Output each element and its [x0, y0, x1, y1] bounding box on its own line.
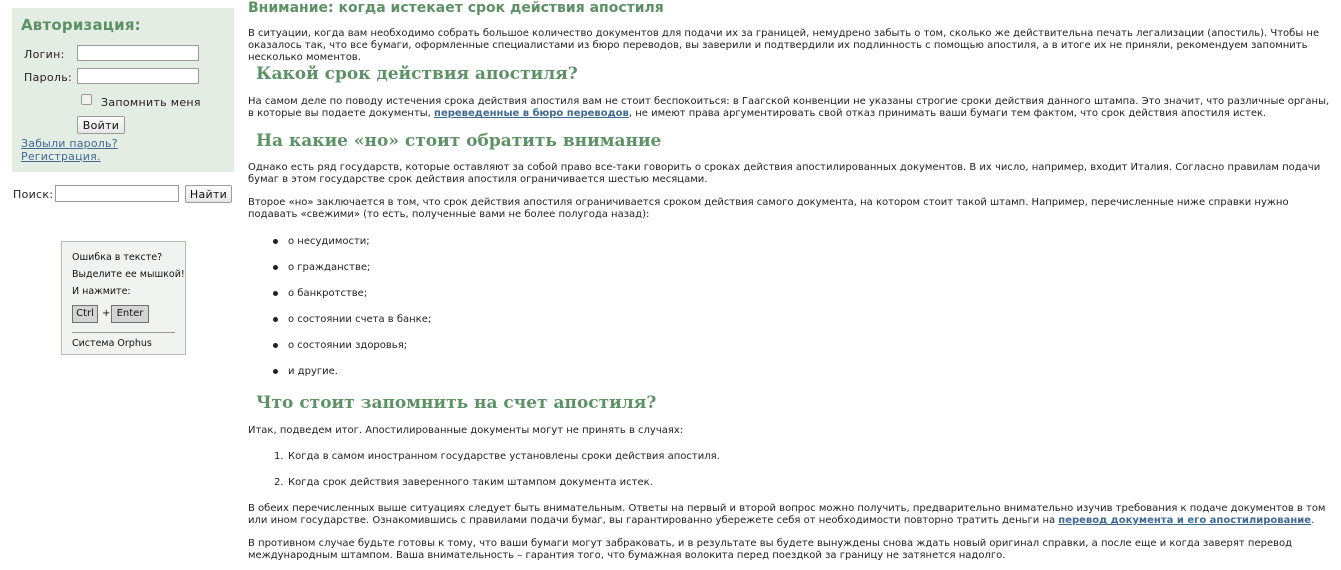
bullet-icon [273, 369, 278, 374]
login-panel [12, 8, 234, 172]
attention-paragraph-text-end: . [1311, 515, 1315, 526]
section-heading-term: Какой срок действия апостиля? [256, 64, 578, 84]
section-heading-caveats: На какие «но» стоит обратить внимание [256, 131, 662, 151]
bullet-icon [273, 239, 278, 244]
orphus-widget[interactable] [61, 241, 186, 355]
section-heading-summary: Что стоит запомнить на счет апостиля? [256, 393, 657, 413]
attention-paragraph [248, 503, 1334, 527]
login-button[interactable]: Войти [77, 116, 125, 134]
term-paragraph [248, 96, 1334, 120]
list-number: 2. [274, 477, 284, 488]
term-paragraph-text: На самом деле по поводу истечения срока действия апостиля вам не стоит беспокоиться: в Гаагской конвенции не указаны строгие сроки действия данного штампа. Это значит, что различные органы, в которые вы подаете документы, [248, 96, 1330, 119]
list-item-text: Когда срок действия заверенного таким штампом документа истек. [288, 477, 653, 488]
list-item-text: о гражданстве; [288, 262, 371, 273]
remember-me-checkbox[interactable] [81, 94, 92, 105]
translation-bureau-link[interactable]: переведенные в бюро переводов [434, 108, 629, 119]
ctrl-key: Ctrl [72, 305, 98, 323]
search-input[interactable] [55, 185, 179, 202]
intro-paragraph: В ситуации, когда вам необходимо собрать большое количество документов для подачи их за границей, немудрено забыть о том, сколько же действительна печать легализации (апостиль). Чтобы не оказалось так, что все бумаги, оформленные специалистами из бюро переводов, вы заверили и подтвердили их подлинность с помощью апостиля, а в итоге их не приняли, рекомендуем запомнить несколько моментов. [248, 28, 1320, 63]
list-item-text: о состоянии счета в банке; [288, 314, 432, 325]
list-number: 1. [274, 451, 284, 462]
summary-paragraph: Итак, подведем итог. Апостилированные документы могут не принять в случаях: [248, 425, 684, 436]
bullet-icon [273, 317, 278, 322]
list-item-text: Когда в самом иностранном государстве установлены сроки действия апостиля. [288, 451, 720, 462]
forgot-password-link[interactable]: Забыли пароль? [21, 137, 118, 150]
password-label: Пароль: [24, 71, 73, 84]
list-item-text: и другие. [288, 366, 338, 377]
orphus-line-3: И нажмите: [72, 286, 131, 297]
translation-apostille-link[interactable]: перевод документа и его апостилирование [1058, 515, 1312, 526]
orphus-footer: Система Orphus [72, 338, 152, 349]
register-link[interactable]: Регистрация. [21, 150, 101, 163]
remember-me-label[interactable]: Запомнить меня [101, 96, 201, 109]
list-item-text: о банкротстве; [288, 288, 368, 299]
login-panel-title: Авторизация: [21, 16, 141, 34]
plus-sign: + [102, 308, 111, 319]
login-label: Логин: [24, 48, 65, 61]
bullet-icon [273, 343, 278, 348]
orphus-divider [72, 332, 175, 333]
search-label: Поиск: [13, 188, 54, 201]
password-input[interactable] [77, 68, 199, 84]
bullet-icon [273, 265, 278, 270]
article-title: Внимание: когда истекает срок действия апостиля [248, 0, 664, 16]
closing-paragraph: В противном случае будьте готовы к тому, что ваши бумаги могут забраковать, и в результате вы будете вынуждены снова ждать новый оригинал справки, а после еще и когда заверят перевод международным штампом. Ваша внимательность – гарантия того, что бумажная волокита перед поездкой за границу не затянется надолго. [248, 538, 1293, 561]
search-button[interactable]: Найти [185, 185, 232, 203]
term-paragraph-text-end: , не имеют права аргументировать свой отказ принимать ваши бумаги тем фактом, что срок действия апостиля истек. [628, 108, 1267, 119]
orphus-line-2: Выделите ее мышкой! [72, 269, 185, 280]
enter-key: Enter [111, 305, 149, 323]
caveats-paragraph-1: Однако есть ряд государств, которые оставляют за собой право все-таки говорить о сроках действия апостилированных документов. В их число, например, входит Италия. Согласно правилам подачи бумаг в этом государстве срок действия апостиля ограничивается шестью месяцами. [248, 162, 1321, 185]
bullet-icon [273, 291, 278, 296]
list-item-text: о несудимости; [288, 236, 370, 247]
caveats-paragraph-2: Второе «но» заключается в том, что срок действия апостиля ограничивается сроком действия самого документа, на котором стоит такой штамп. Например, перечисленные ниже справки нужно подавать «свежими» (то есть, полученные вами не более полугода назад): [248, 197, 1289, 220]
list-item-text: о состоянии здоровья; [288, 340, 408, 351]
orphus-line-1: Ошибка в тексте? [72, 252, 163, 263]
attention-paragraph-text: В обеих перечисленных выше ситуациях следует быть внимательным. Ответы на первый и второй вопрос можно получить, предварительно внимательно изучив требования к подаче документов в том или ином государстве. Ознакомившись с правилами подачи бумаг, вы гарантированно убережете себя от необходимости повторно тратить деньги на [248, 503, 1326, 526]
login-input[interactable] [77, 45, 199, 61]
